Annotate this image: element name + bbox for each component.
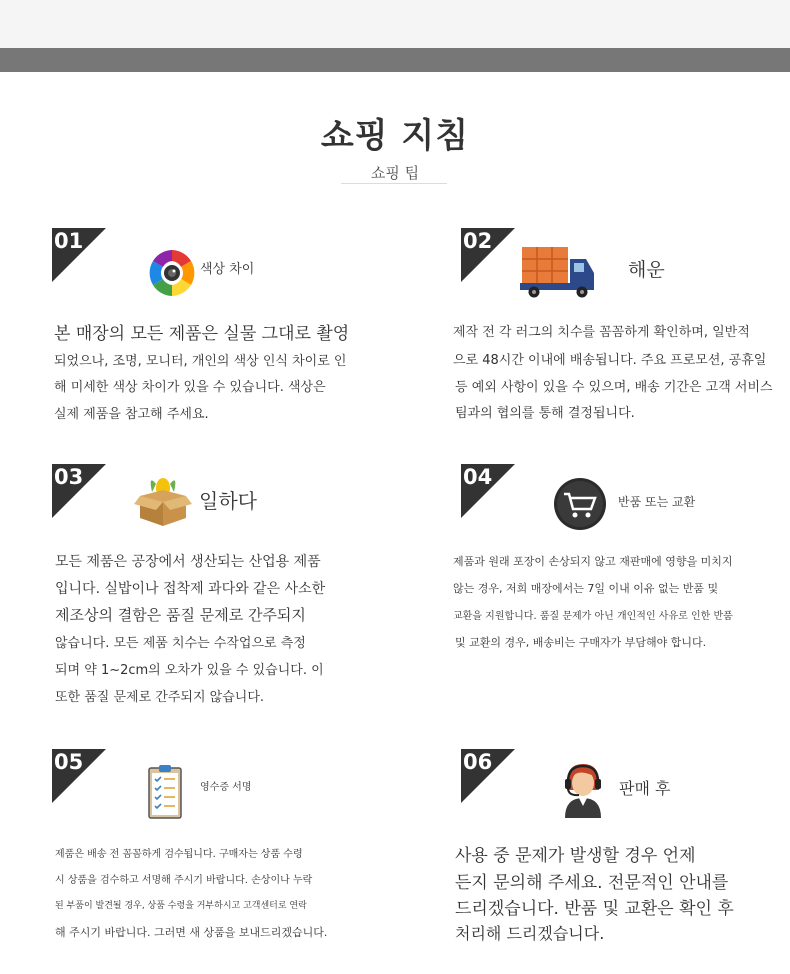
section-05-number: 05 [54, 750, 84, 774]
section-03-line-3: 제조상의 결함은 품질 문제로 간주되지 [55, 606, 306, 624]
section-05-line-4: 해 주시기 바랍니다. 그러면 새 상품을 보내드리겠습니다. [55, 926, 328, 939]
section-01-label: 색상 차이 [200, 262, 255, 277]
section-02-line-2: 으로 48시간 이내에 배송됩니다. 주요 프로모션, 공휴일 [453, 353, 767, 368]
page-subtitle: 쇼핑 팁 [370, 164, 420, 182]
section-01-line-2: 되었으나, 조명, 모니터, 개인의 색상 인식 차이로 인 [54, 354, 347, 369]
section-06-line-4: 처리해 드리겠습니다. [455, 924, 605, 943]
section-04-line-1: 제품과 원래 포장이 손상되지 않고 재판매에 영향을 미치지 [453, 555, 733, 568]
section-01-line-3: 해 미세한 색상 차이가 있을 수 있습니다. 색상은 [54, 380, 326, 395]
section-04-badge [461, 464, 515, 518]
headset-agent-icon [557, 760, 609, 818]
gray-divider-band [0, 48, 790, 72]
section-05-line-3: 된 부품이 발견될 경우, 상품 수령을 거부하시고 고객센터로 연락 [55, 901, 307, 911]
section-03-line-4: 않습니다. 모든 제품 치수는 수작업으로 측정 [55, 636, 306, 651]
section-03-line-6: 또한 품질 문제로 간주되지 않습니다. [55, 690, 265, 705]
section-05-badge [52, 749, 106, 803]
gift-box-icon [134, 470, 192, 528]
section-06-line-1: 사용 중 문제가 발생할 경우 언제 [455, 846, 696, 866]
section-05-line-1: 제품은 배송 전 꼼꼼하게 검수됩니다. 구매자는 상품 수령 [55, 849, 303, 860]
section-02-line-3: 등 예외 사항이 있을 수 있으며, 배송 기간은 고객 서비스 [455, 380, 773, 395]
section-04-number: 04 [463, 465, 493, 489]
section-06-line-2: 든지 문의해 주세요. 전문적인 안내를 [455, 873, 729, 893]
page-title: 쇼핑 지침 [320, 116, 470, 156]
section-02-line-4: 팀과의 협의를 통해 결정됩니다. [455, 406, 635, 421]
section-01-line-4: 실제 제품을 참고해 주세요. [54, 407, 209, 422]
shopping-cart-icon [553, 477, 607, 531]
section-04-line-4: 및 교환의 경우, 배송비는 구매자가 부담해야 합니다. [455, 636, 707, 649]
section-02-badge [461, 228, 515, 282]
section-02-number: 02 [463, 229, 493, 253]
section-01-line-1: 본 매장의 모든 제품은 실물 그대로 촬영 [54, 324, 350, 344]
section-06-line-3: 드리겠습니다. 반품 및 교환은 확인 후 [455, 899, 734, 919]
section-05-line-2: 시 상품을 검수하고 서명해 주시기 바랍니다. 손상이나 누락 [55, 875, 313, 886]
section-05-label: 영수증 서명 [200, 782, 252, 793]
section-06-label: 판매 후 [619, 779, 671, 798]
top-band [0, 0, 790, 48]
section-03-number: 03 [54, 465, 84, 489]
section-03-line-2: 입니다. 실밥이나 접착제 과다와 같은 사소한 [55, 581, 326, 597]
section-04-line-3: 교환을 지원합니다. 품질 문제가 아닌 개인적인 사유로 인한 반품 [453, 611, 733, 622]
section-03-badge [52, 464, 106, 518]
delivery-truck-icon [520, 245, 596, 299]
section-02-line-1: 제작 전 각 러그의 치수를 꼼꼼하게 확인하며, 일반적 [453, 325, 750, 340]
section-03-line-5: 되며 약 1~2cm의 오차가 있을 수 있습니다. 이 [55, 663, 324, 678]
section-04-line-2: 않는 경우, 저희 매장에서는 7일 이내 이유 없는 반품 및 [453, 582, 719, 595]
section-03-label: 일하다 [199, 489, 257, 513]
section-01-number: 01 [54, 229, 84, 253]
section-06-number: 06 [463, 750, 493, 774]
section-02-label: 해운 [628, 259, 665, 281]
subtitle-underline [341, 183, 447, 184]
section-03-line-1: 모든 제품은 공장에서 생산되는 산업용 제품 [55, 554, 321, 570]
section-01-badge [52, 228, 106, 282]
color-wheel-camera-icon [147, 248, 197, 298]
clipboard-checklist-icon [147, 764, 183, 820]
section-04-label: 반품 또는 교환 [618, 495, 696, 509]
section-06-badge [461, 749, 515, 803]
